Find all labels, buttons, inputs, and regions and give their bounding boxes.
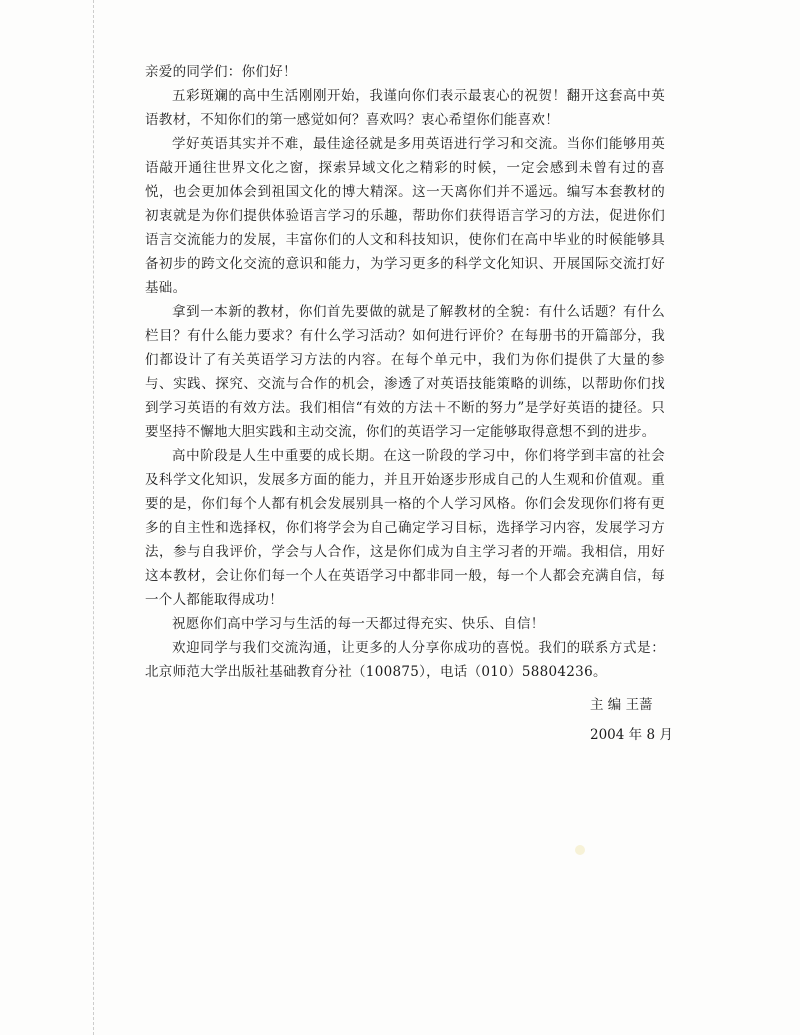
paragraph-textbook-overview: 拿到一本新的教材，你们首先要做的就是了解教材的全貌：有什么话题？有什么栏目？有什么能力要求？有什么学习活动？如何进行评价？在每册书的开篇部分，我们都设计了有关英语学习方法的内容。在每个单元中，我们为你们提供了大量的参与、实践、探究、交流与合作的机会，渗透了对英语技能策略的训练，以帮助你们找到学习英语的有效方法。我们相信“有效的方法＋不断的努力”是学好英语的捷径。只要坚持不懈地大胆实践和主动交流，你们的英语学习一定能够取得意想不到的进步。 <box>145 304 665 440</box>
letter-body <box>145 60 665 684</box>
paragraph-contact: 欢迎同学与我们交流沟通，让更多的人分享你成功的喜悦。我们的联系方式是：北京师范大学出版社基础教育分社（100875），电话（010）58804236。 <box>145 640 665 680</box>
scan-edge-line <box>93 0 94 1035</box>
letter-greeting: 亲爱的同学们：你们好！ <box>145 64 297 80</box>
letter-date: 2004 年 8 月 <box>590 727 673 743</box>
editor-name: 主 编 王蔷 <box>590 697 653 713</box>
paragraph-welcome: 五彩斑斓的高中生活刚刚开始，我谨向你们表示最衷心的祝贺！翻开这套高中英语教材，不知你们的第一感觉如何？喜欢吗？衷心希望你们能喜欢！ <box>145 88 665 128</box>
paragraph-learning-english: 学好英语其实并不难，最佳途径就是多用英语进行学习和交流。当你们能够用英语敲开通往世界文化之窗，探索异域文化之精彩的时候，一定会感到未曾有过的喜悦，也会更加体会到祖国文化的博大精深。这一天离你们并不遥远。编写本套教材的初衷就是为你们提供体验语言学习的乐趣，帮助你们获得语言学习的方法，促进你们语言交流能力的发展，丰富你们的人文和科技知识，使你们在高中毕业的时候能够具备初步的跨文化交流的意识和能力，为学习更多的科学文化知识、开展国际交流打好基础。 <box>145 136 665 296</box>
paragraph-high-school-stage: 高中阶段是人生中重要的成长期。在这一阶段的学习中，你们将学到丰富的社会及科学文化知识，发展多方面的能力，并且开始逐步形成自己的人生观和价值观。重要的是，你们每个人都有机会发展别具一格的个人学习风格。你们会发现你们将有更多的自主性和选择权，你们将学会为自己确定学习目标，选择学习内容，发展学习方法，参与自我评价，学会与人合作，这是你们成为自主学习者的开端。我相信，用好这本教材，会让你们每一个人在英语学习中都非同一般，每一个人都会充满自信，每一个人都能取得成功！ <box>145 448 665 608</box>
scan-speck <box>575 845 585 855</box>
letter-signature <box>590 690 710 750</box>
paragraph-wishes: 祝愿你们高中学习与生活的每一天都过得充实、快乐、自信！ <box>172 616 545 632</box>
